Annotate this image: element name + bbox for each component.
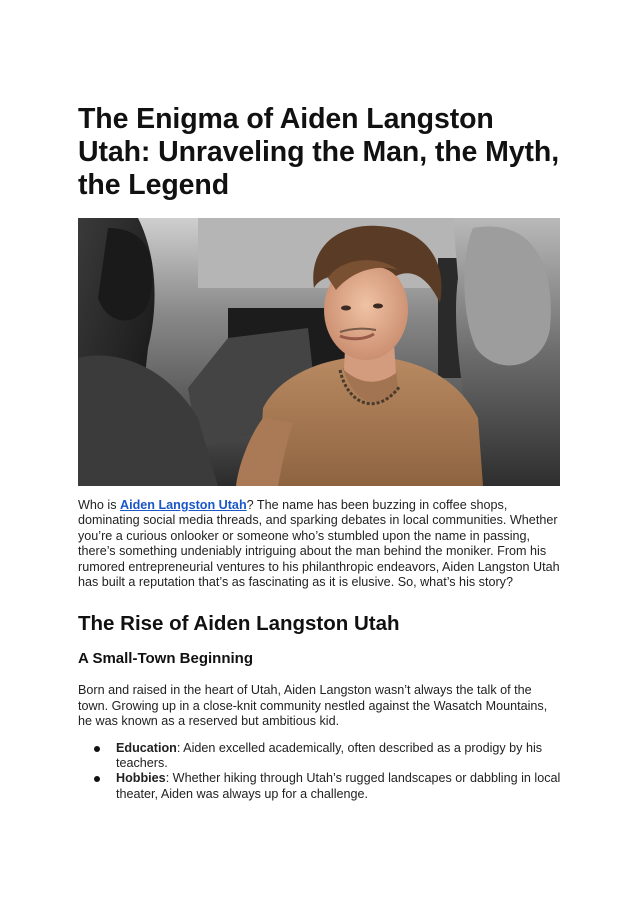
intro-paragraph (78, 498, 562, 590)
list-item (116, 771, 562, 802)
section-paragraph: Born and raised in the heart of Utah, Aiden Langston wasn’t always the talk of the town. Growing up in a close-knit community nestled against the Wasatch Mountains, he was known as a reserved but ambitious kid. (78, 683, 548, 729)
section-subheading: A Small-Town Beginning (78, 650, 253, 668)
bullet-text: : Whether hiking through Utah’s rugged landscapes or dabbling in local theater, Aiden was always up for a challenge. (116, 771, 561, 801)
aiden-langston-utah-link[interactable]: Aiden Langston Utah (120, 498, 247, 512)
bullet-text: : Aiden excelled academically, often described as a prodigy by his teachers. (116, 740, 543, 771)
bullet-list (78, 741, 562, 803)
list-item (116, 741, 562, 772)
article-photo (78, 218, 560, 486)
car-interior-portrait-image (78, 218, 560, 486)
bullet-label: Hobbies (116, 771, 166, 786)
bullet-icon (94, 776, 100, 782)
bullet-icon (94, 746, 100, 752)
intro-prefix: Who is (78, 498, 120, 512)
section-heading: The Rise of Aiden Langston Utah (78, 612, 400, 636)
article-title: The Enigma of Aiden Langston Utah: Unraveling the Man, the Myth, the Legend (78, 103, 560, 201)
bullet-label: Education (116, 740, 177, 755)
article (78, 103, 562, 802)
intro-text: ? The name has been buzzing in coffee shops, dominating social media threads, and sparking debates in local communities. Whether you’re a curious onlooker or someone who’s stumbled upon the name in passing, there’s something undeniably intriguing about the man behind the moniker. From his rumored entrepreneurial ventures to his philanthropic endeavors, Aiden Langston Utah has built a reputation that’s as fascinating as it is elusive. So, what’s his story? (78, 498, 560, 590)
